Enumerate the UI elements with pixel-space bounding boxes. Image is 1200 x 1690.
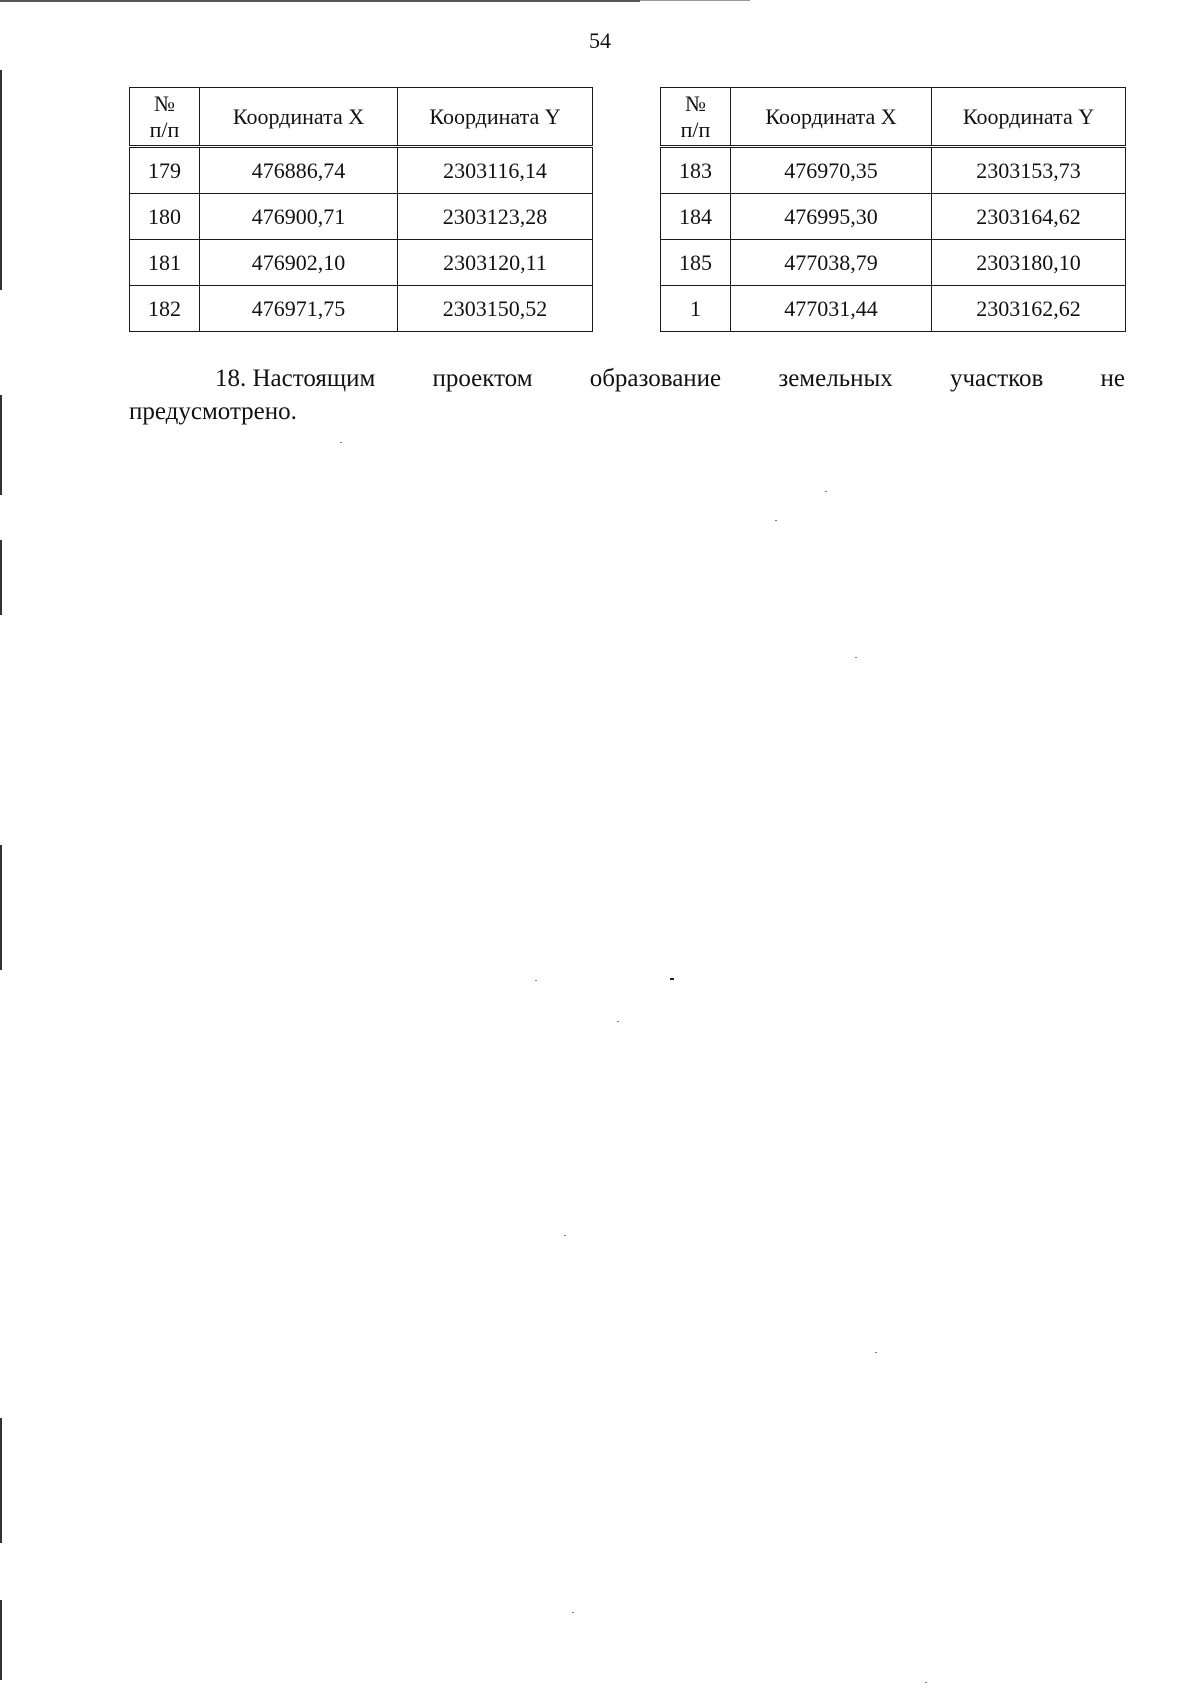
coordinate-x: 476971,75 [200,286,398,332]
table-header-row [130,88,593,147]
point-number: 181 [130,240,200,286]
header-number-abbr: п/п [680,116,711,142]
coordinate-y: 2303123,28 [398,194,593,240]
scan-border-top-faint [640,0,750,1]
paragraph-word: проектом [432,365,533,392]
paragraph-word: участков [949,365,1044,392]
paragraph-18 [129,362,1125,428]
coordinate-y: 2303164,62 [932,194,1126,240]
scan-border-left [0,70,2,290]
paragraph-line [129,362,1125,395]
scan-speck [855,657,857,658]
scan-speck [875,1352,877,1353]
point-number: 1 [661,286,731,332]
scan-speck [825,491,827,492]
header-number [661,88,731,147]
table-row [661,194,1126,240]
point-number: 185 [661,240,731,286]
scan-speck [340,442,342,443]
coordinate-x: 476886,74 [200,147,398,194]
coordinate-x: 476902,10 [200,240,398,286]
paragraph-line: предусмотрено. [129,398,297,425]
paragraph-word: не [1100,365,1125,392]
header-coordinate-y: Координата Y [932,88,1126,147]
coordinate-y: 2303153,73 [932,147,1126,194]
table-row [130,240,593,286]
scan-border-left [0,395,2,495]
coordinate-y: 2303120,11 [398,240,593,286]
scan-speck [535,980,537,981]
header-number-abbr: п/п [149,116,180,142]
coordinate-y: 2303150,52 [398,286,593,332]
table-row [130,147,593,194]
coordinate-x: 477031,44 [731,286,932,332]
point-number: 179 [130,147,200,194]
table-row [130,286,593,332]
table-header-row [661,88,1126,147]
scan-border-left [0,540,2,615]
header-coordinate-y: Координата Y [398,88,593,147]
point-number: 183 [661,147,731,194]
table-row [661,240,1126,286]
scan-border-left [0,845,2,970]
coordinate-x: 476900,71 [200,194,398,240]
table-row [661,147,1126,194]
point-number: 184 [661,194,731,240]
scan-border-left [0,1418,2,1543]
scan-border-top [0,0,640,2]
coordinate-y: 2303116,14 [398,147,593,194]
scan-speck [925,1682,927,1683]
paragraph-word: образование [589,365,722,392]
header-coordinate-x: Координата X [731,88,932,147]
scan-speck [775,520,777,521]
scan-speck [564,1235,566,1236]
table-row [130,194,593,240]
coordinate-x: 476995,30 [731,194,932,240]
coordinates-table-right [660,87,1126,332]
coordinate-x: 476970,35 [731,147,932,194]
page-number: 54 [589,28,611,53]
coordinate-y: 2303180,10 [932,240,1126,286]
scan-speck [670,978,674,980]
header-number-symbol: № [154,90,175,116]
header-number-symbol: № [685,90,706,116]
header-number [130,88,200,147]
header-coordinate-x: Координата X [200,88,398,147]
paragraph-word: 18. Настоящим [215,365,376,392]
point-number: 182 [130,286,200,332]
table-row [661,286,1126,332]
scan-speck [617,1021,619,1022]
scan-speck [572,1612,574,1613]
point-number: 180 [130,194,200,240]
paragraph-word: земельных [778,365,893,392]
scan-border-left [0,1600,2,1680]
coordinate-x: 477038,79 [731,240,932,286]
coordinates-table-left [129,87,593,332]
coordinate-y: 2303162,62 [932,286,1126,332]
